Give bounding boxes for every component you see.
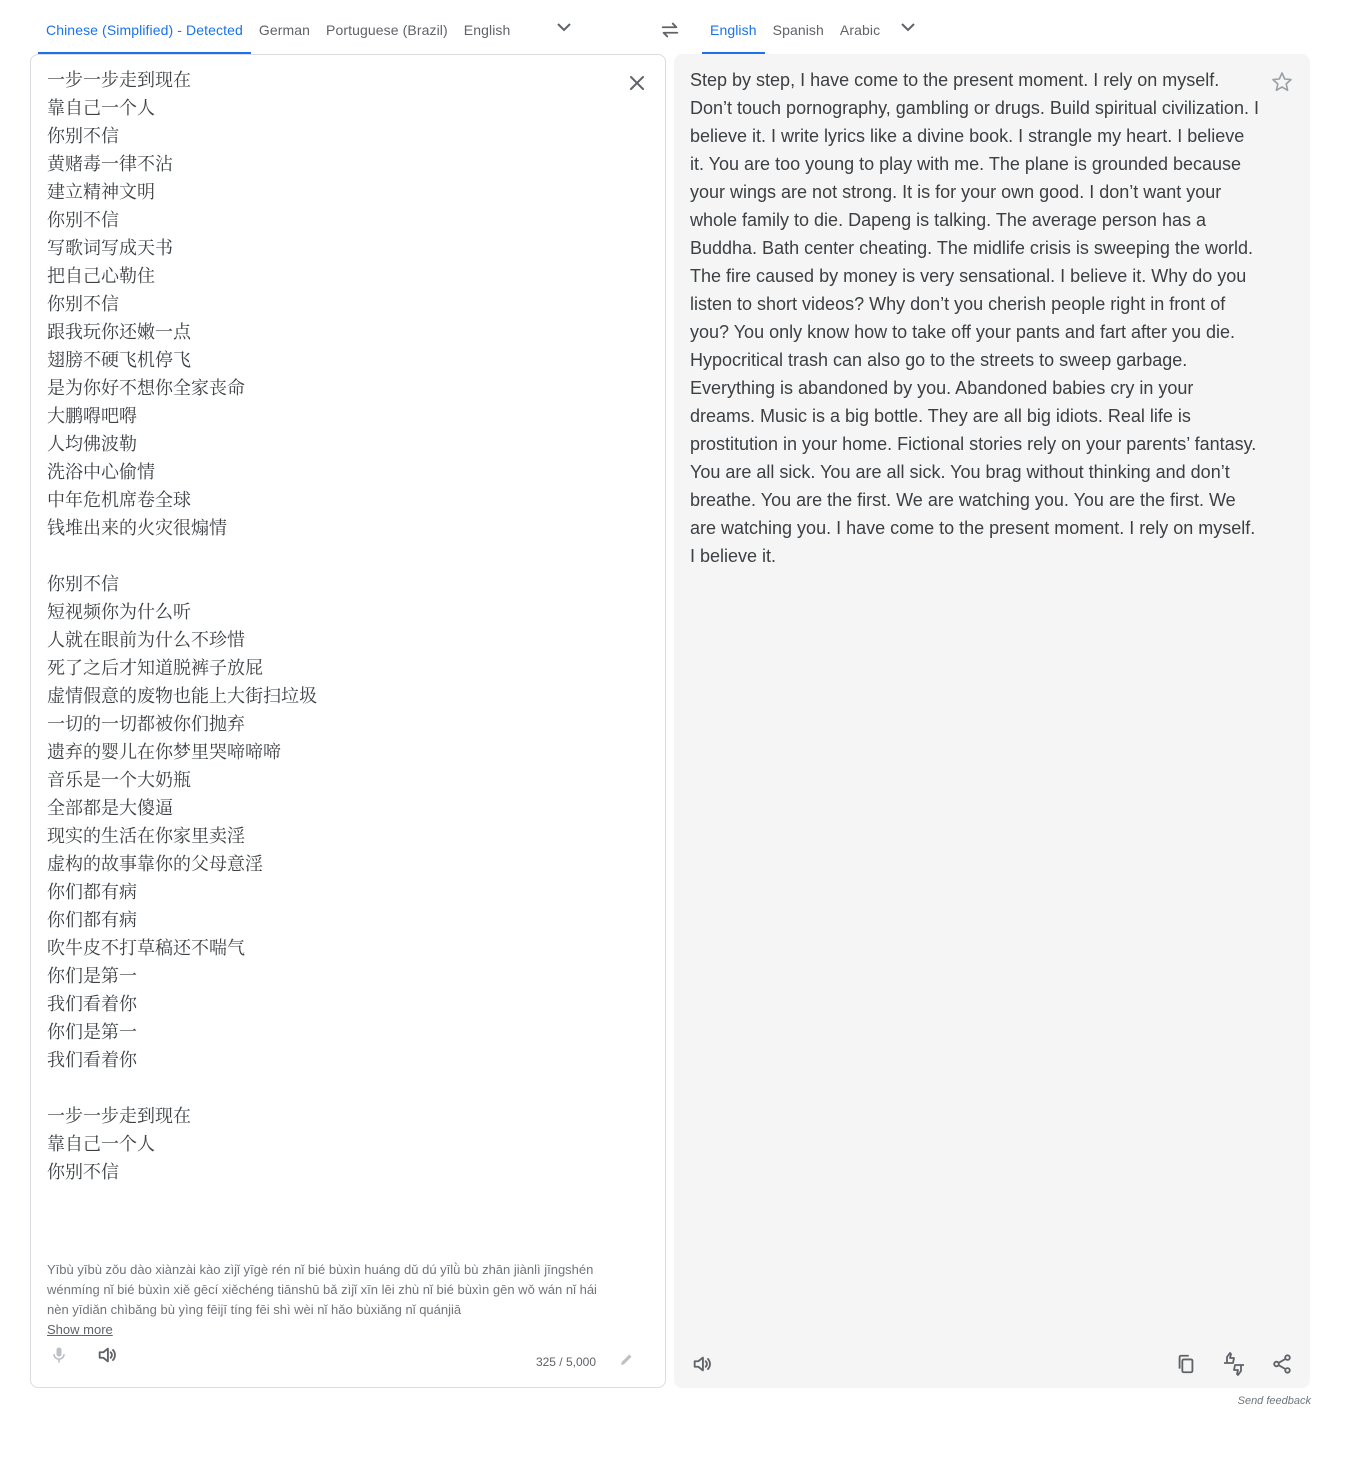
- source-tab-portuguese[interactable]: Portuguese (Brazil): [326, 22, 448, 38]
- source-tab-english[interactable]: English: [463, 22, 511, 38]
- microphone-icon: [49, 1345, 69, 1365]
- speaker-icon: [96, 1344, 118, 1366]
- star-icon: [1270, 70, 1294, 94]
- romanization-text: Yībù yībù zǒu dào xiànzài kào zìjǐ yīgè rén nǐ bié bùxìn huáng dǔ dú yīlǜ bù zhān jiànlì jīngshén wénmíng nǐ bié bùxìn xiě gēcí xiěchéng tiānshū bǎ zìjǐ xīn lēi zhù nǐ bié bùxìn gēn wǒ wán nǐ hái nèn yīdiǎn chìbǎng bù yìng fēijī tíng fēi shì wèi nǐ hǎo bùxiǎng nǐ quánjiā: [47, 1262, 597, 1317]
- microphone-button[interactable]: [43, 1339, 75, 1371]
- target-language-bar: [702, 0, 928, 54]
- target-panel: [674, 54, 1310, 1388]
- listen-translation-button[interactable]: [686, 1348, 718, 1380]
- show-more-link[interactable]: Show more: [47, 1322, 113, 1337]
- share-icon: [1271, 1353, 1293, 1375]
- source-language-bar: [38, 0, 584, 54]
- source-panel: [30, 54, 666, 1388]
- edit-button[interactable]: [611, 1343, 643, 1375]
- source-toolbar: [31, 1339, 665, 1387]
- speaker-icon: [691, 1353, 713, 1375]
- target-tab-arabic[interactable]: Arabic: [839, 22, 881, 38]
- send-feedback-link[interactable]: Send feedback: [1237, 1395, 1311, 1407]
- source-tab-german[interactable]: German: [258, 22, 311, 38]
- copy-translation-button[interactable]: [1170, 1348, 1202, 1380]
- target-language-dropdown[interactable]: [888, 0, 928, 54]
- source-language-dropdown[interactable]: [544, 0, 584, 54]
- translation-output: Step by step, I have come to the present moment. I rely on myself. Don’t touch pornography, gambling or drugs. Build spiritual civilization. I believe it. I write lyrics like a divine book. I strangle my heart. I believe it. You are too young to play with me. The plane is grounded because your wings are not strong. It is for your own good. I don’t want your whole family to die. Dapeng is talking. The average person has a Buddha. Bath center cheating. The midlife crisis is sweeping the world. The fire caused by money is very sensational. I believe it. Why do you listen to short videos? Why don’t you cherish people right in front of you? You only know how to take off your pants and fart after you die. Hypocritical trash can also go to the streets to sweep garbage. Everything is abandoned by you. Abandoned babies cry in your dreams. Music is a big bottle. They are all big idiots. Real life is prostitution in your home. Fictional stories rely on your parents’ fantasy. You are all sick. You are all sick. You brag without thinking and don’t breathe. You are the first. We are watching you. You are the first. We are watching you. I have come to the present moment. I rely on myself. I believe it.: [690, 70, 1259, 566]
- close-icon: [628, 74, 646, 92]
- listen-source-button[interactable]: [91, 1339, 123, 1371]
- chevron-down-icon: [896, 15, 920, 39]
- pencil-icon: [618, 1350, 636, 1368]
- swap-icon: [659, 19, 681, 41]
- save-translation-button[interactable]: [1270, 70, 1294, 94]
- rate-translation-button[interactable]: [1218, 1348, 1250, 1380]
- chevron-down-icon: [552, 15, 576, 39]
- target-tab-english[interactable]: English: [702, 0, 765, 54]
- share-translation-button[interactable]: [1266, 1348, 1298, 1380]
- target-tab-spanish[interactable]: Spanish: [772, 22, 824, 38]
- source-text-input[interactable]: 一步一步走到现在 靠自己一个人 你别不信 黄赌毒一律不沾 建立精神文明 你别不信 写歌词写成天书 把自己心勒住 你别不信 跟我玩你还嫩一点 翅膀不硬飞机停飞 是为你好不想你全家丧命 大鹏嘚吧嘚 人均佛波勒 洗浴中心偷情 中年危机席卷全球 钱堆出来的火灾很煽情 你别不信 短视频你为什么听 人就在眼前为什么不珍惜 死了之后才知道脱裤子放屁 虚情假意的废物也能上大街扫垃圾 一切的一切都被你们抛弃 遗弃的婴儿在你梦里哭啼啼啼 音乐是一个大奶瓶 全部都是大傻逼 现实的生活在你家里卖淫 虚构的故事靠你的父母意淫 你们都有病 你们都有病 吹牛皮不打草稿还不喘气 你们是第一 我们看着你 你们是第一 我们看着你 一步一步走到现在 靠自己一个人 你别不信: [47, 70, 317, 1183]
- character-count: 325 / 5,000: [535, 1355, 596, 1369]
- thumbs-icon: [1221, 1351, 1247, 1377]
- swap-languages-button[interactable]: [652, 12, 688, 48]
- source-tab-detected[interactable]: Chinese (Simplified) - Detected: [38, 0, 251, 54]
- copy-icon: [1175, 1353, 1197, 1375]
- clear-source-button[interactable]: [625, 71, 649, 95]
